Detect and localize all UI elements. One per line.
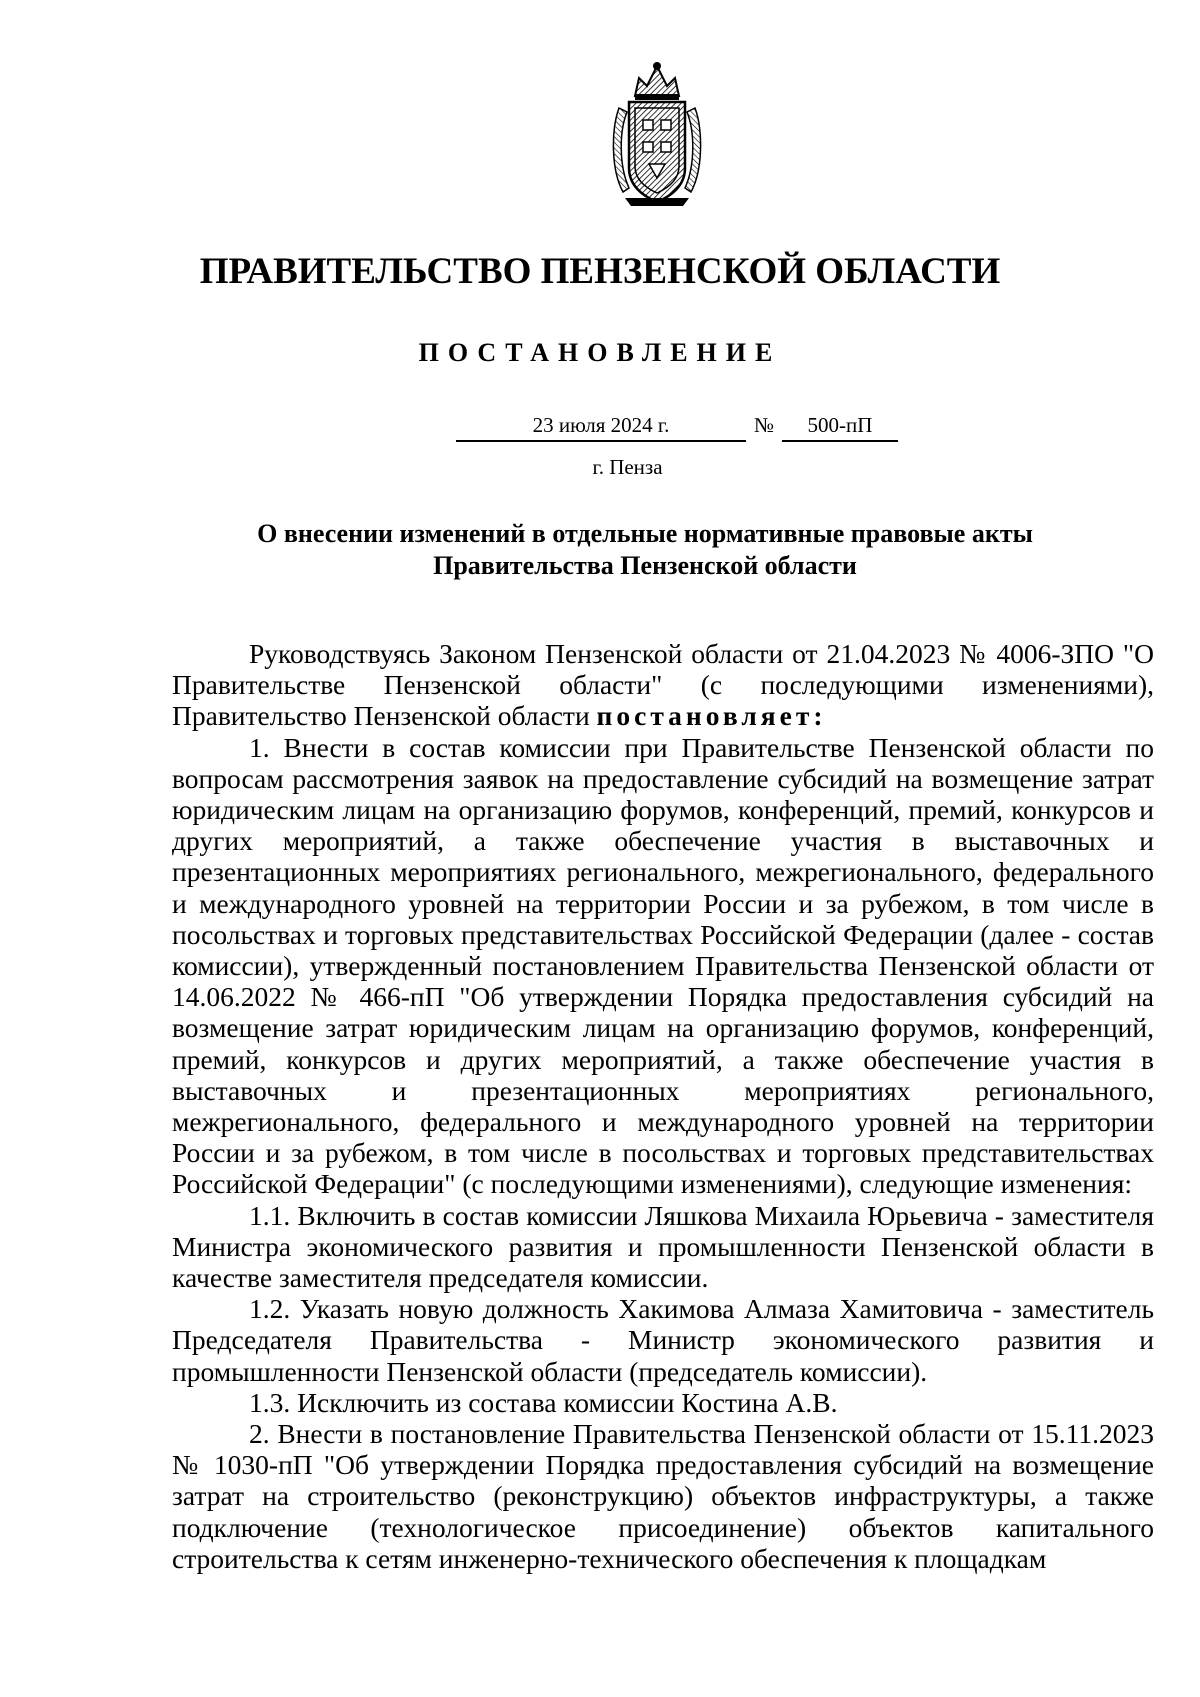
preamble-verb: постановляет: [596,700,827,732]
document-date: 23 июля 2024 г. [456,413,746,442]
organization-title: ПРАВИТЕЛЬСТВО ПЕНЗЕНСКОЙ ОБЛАСТИ [199,251,1001,292]
document-number: 500-пП [782,413,898,442]
number-sign: № [753,413,775,437]
paragraph-1-2: 1.2. Указать новую должность Хакимова Алмаза Хамитовича - заместитель Председателя Правительства - Министр экономического развития и промышленности Пензенской области (председатель комиссии). [172,1293,1154,1387]
preamble-paragraph [172,638,1154,732]
paragraph-2: 2. Внести в постановление Правительства Пензенской области от 15.11.2023 № 1030-пП "Об утверждении Порядка предоставления субсидий на возмещение затрат на строительство (реконструкцию) объектов инфраструктуры, а также подключение (технологическое присоединение) объектов капитального строительства к сетям инженерно-технического обеспечения к площадкам [172,1418,1154,1574]
preamble-text: Руководствуясь Законом Пензенской области от 21.04.2023 № 4006-ЗПО "О Правительстве Пензенской области" (с последующими изменениями), Правительство Пензенской области [172,638,1154,732]
coat-of-arms-emblem-icon [605,60,709,210]
document-body [172,638,1154,1574]
paragraph-1: 1. Внести в состав комиссии при Правительстве Пензенской области по вопросам рассмотрения заявок на предоставление субсидий на возмещение затрат юридическим лицам на организацию форумов, конференций, премий, конкурсов и других мероприятий, а также обеспечение участия в выставочных и презентационных мероприятиях регионального, межрегионального, федерального и международного уровней на территории России и за рубежом, в том числе в посольствах и торговых представительствах Российской Федерации (далее - состав комиссии), утвержденный постановлением Правительства Пензенской области от 14.06.2022 № 466-пП "Об утверждении Порядка предоставления субсидий на возмещение затрат юридическим лицам на организацию форумов, конференций, премий, конкурсов и других мероприятий, а также обеспечение участия в выставочных и презентационных мероприятиях регионального, межрегионального, федерального и международного уровней на территории России и за рубежом, в том числе в посольствах и торговых представительствах Российской Федерации" (с последующими изменениями), следующие изменения: [172,731,1154,1200]
paragraph-1-3: 1.3. Исключить из состава комиссии Костина А.В. [249,1386,838,1418]
subject-line-1: О внесении изменений в отдельные нормативные правовые акты [257,519,1033,548]
subject-line-2: Правительства Пензенской области [433,551,857,580]
paragraph-1-1: 1.1. Включить в состав комиссии Ляшкова Михаила Юрьевича - заместителя Министра экономического развития и промышленности Пензенской области в качестве заместителя председателя комиссии. [172,1199,1154,1294]
date-number-line [0,413,1200,445]
document-city: г. Пенза [592,455,663,479]
document-subject [200,518,1090,582]
document-type: ПОСТАНОВЛЕНИЕ [418,338,782,367]
